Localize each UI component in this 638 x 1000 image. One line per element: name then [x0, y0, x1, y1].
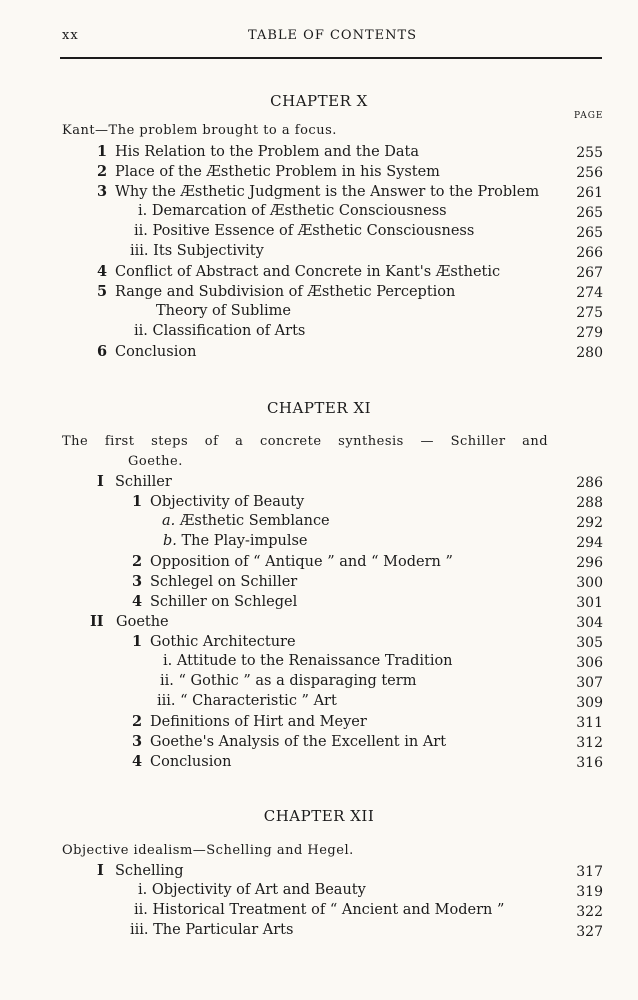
toc-entry	[134, 223, 474, 239]
toc-entry	[97, 143, 419, 160]
entry-number: ii.	[160, 673, 174, 689]
entry-title: Classification of Arts	[152, 323, 306, 339]
entry-number: iii.	[157, 693, 176, 709]
entry-title: Opposition of “ Antique ” and “ Modern ”	[150, 554, 453, 570]
toc-entry	[134, 902, 504, 918]
chapter-summary: The first steps of a concrete synthesis — Schiller and	[62, 434, 549, 449]
entry-number: 4	[97, 263, 108, 280]
entry-title: Positive Essence of Æsthetic Consciousness	[152, 223, 475, 239]
entry-page: 255	[576, 145, 603, 161]
entry-page: 265	[576, 225, 603, 241]
entry-number: i.	[138, 203, 148, 219]
entry-title: Schiller on Schlegel	[150, 594, 298, 610]
entry-number: 3	[132, 573, 143, 590]
entry-number: 6	[97, 343, 108, 360]
entry-page: 305	[576, 635, 603, 651]
entry-number: i.	[163, 653, 173, 669]
toc-entry	[132, 753, 231, 770]
toc-entry	[160, 673, 416, 689]
chapter-heading: CHAPTER XII	[263, 807, 375, 825]
toc-entry	[97, 163, 440, 180]
toc-entry	[97, 183, 539, 200]
entry-title: Historical Treatment of “ Ancient and Modern ”	[152, 902, 505, 918]
toc-entry	[132, 733, 446, 750]
toc-entry	[138, 882, 366, 898]
entry-number: a.	[162, 513, 176, 529]
entry-page: 292	[576, 515, 603, 531]
entry-page: 311	[576, 715, 603, 731]
toc-entry	[132, 593, 297, 610]
entry-number: I	[97, 862, 104, 879]
entry-title: Why the Æsthetic Judgment is the Answer to the Problem	[115, 184, 540, 200]
entry-title: Æsthetic Semblance	[179, 513, 330, 529]
toc-entry	[134, 323, 305, 339]
entry-number: 3	[97, 183, 108, 200]
toc-entry	[97, 263, 500, 280]
entry-page: 279	[576, 325, 603, 341]
entry-title: Conclusion	[150, 754, 232, 770]
toc-entry	[97, 862, 184, 879]
entry-page: 267	[576, 265, 603, 281]
entry-page: 294	[576, 535, 603, 551]
toc-entry	[157, 693, 337, 709]
entry-title: “ Gothic ” as a disparaging term	[178, 673, 417, 689]
entry-number: I	[97, 473, 104, 490]
entry-title: Range and Subdivision of Æsthetic Perception	[115, 284, 456, 300]
chapter-summary: Objective idealism—Schelling and Hegel.	[62, 843, 354, 858]
entry-page: 265	[576, 205, 603, 221]
entry-number: iii.	[130, 243, 149, 259]
entry-page: 274	[576, 285, 603, 301]
entry-page: 309	[576, 695, 603, 711]
page-column-label: PAGE	[574, 111, 604, 121]
entry-number: iii.	[130, 922, 149, 938]
entry-title: Demarcation of Æsthetic Consciousness	[151, 203, 447, 219]
entry-number: 3	[132, 733, 143, 750]
entry-title: His Relation to the Problem and the Data	[115, 144, 420, 160]
toc-entry	[132, 553, 453, 570]
entry-page: 300	[576, 575, 603, 591]
toc-entry	[130, 243, 264, 259]
entry-page: 301	[576, 595, 603, 611]
entry-page: 319	[576, 884, 603, 900]
toc-entry	[97, 473, 172, 490]
entry-number: 4	[132, 753, 143, 770]
chapter-heading: CHAPTER XI	[266, 399, 372, 417]
entry-title: Schiller	[115, 474, 172, 490]
entry-title: Its Subjectivity	[153, 243, 264, 259]
entry-number: II	[90, 613, 104, 630]
entry-title: Conclusion	[115, 344, 197, 360]
entry-page: 280	[576, 345, 603, 361]
toc-entry	[130, 922, 293, 938]
entry-page: 256	[576, 165, 603, 181]
entry-page: 304	[576, 615, 603, 631]
entry-title: Gothic Architecture	[150, 634, 296, 650]
entry-number: 1	[132, 633, 143, 650]
entry-number: 2	[97, 163, 108, 180]
entry-title: Place of the Æsthetic Problem in his System	[115, 164, 440, 180]
entry-page: 261	[576, 185, 603, 201]
toc-entry	[132, 573, 297, 590]
toc-entry	[132, 493, 304, 510]
entry-number: 1	[97, 143, 108, 160]
entry-page: 306	[576, 655, 603, 671]
entry-title: The Particular Arts	[153, 922, 294, 938]
entry-page: 286	[576, 475, 603, 491]
chapter-summary-continued: Goethe.	[128, 454, 183, 469]
entry-title: Conflict of Abstract and Concrete in Kant's Æsthetic	[115, 264, 501, 280]
chapter-heading: CHAPTER X	[270, 92, 368, 110]
entry-page: 322	[576, 904, 603, 920]
toc-entry	[162, 513, 330, 529]
entry-page: 316	[576, 755, 603, 771]
entry-number: 1	[132, 493, 143, 510]
toc-entry	[163, 533, 308, 549]
toc-entry	[90, 613, 169, 630]
entry-title: Schlegel on Schiller	[150, 574, 298, 590]
toc-entry	[97, 283, 455, 300]
entry-title: Goethe's Analysis of the Excellent in Art	[150, 734, 447, 750]
page-number: xx	[62, 28, 79, 43]
entry-title: “ Characteristic ” Art	[180, 693, 337, 709]
toc-entry	[132, 633, 296, 650]
entry-title: The Play-impulse	[181, 533, 308, 549]
entry-number: 2	[132, 553, 143, 570]
entry-page: 275	[576, 305, 603, 321]
entry-title: Definitions of Hirt and Meyer	[150, 714, 367, 730]
entry-page: 288	[576, 495, 603, 511]
entry-page: 312	[576, 735, 603, 751]
entry-page: 266	[576, 245, 603, 261]
entry-number: 4	[132, 593, 143, 610]
entry-page: 327	[576, 924, 603, 940]
entry-page: 317	[576, 864, 603, 880]
entry-title: Theory of Sublime	[156, 303, 291, 319]
toc-entry	[156, 303, 291, 319]
entry-title: Attitude to the Renaissance Tradition	[176, 653, 453, 669]
toc-entry	[132, 713, 367, 730]
entry-number: b.	[163, 533, 177, 549]
entry-number: 2	[132, 713, 143, 730]
entry-title: Schelling	[115, 863, 184, 879]
toc-entry	[138, 203, 447, 219]
header-rule	[60, 57, 602, 59]
entry-page: 307	[576, 675, 603, 691]
entry-page: 296	[576, 555, 603, 571]
entry-number: 5	[97, 283, 108, 300]
toc-entry	[97, 343, 196, 360]
toc-entry	[163, 653, 453, 669]
chapter-summary: Kant—The problem brought to a focus.	[62, 123, 337, 138]
entry-number: i.	[138, 882, 148, 898]
entry-number: ii.	[134, 902, 148, 918]
entry-title: Objectivity of Art and Beauty	[151, 882, 366, 898]
entry-title: Objectivity of Beauty	[150, 494, 305, 510]
entry-number: ii.	[134, 323, 148, 339]
running-header: TABLE OF CONTENTS	[248, 28, 418, 43]
entry-number: ii.	[134, 223, 148, 239]
entry-title: Goethe	[116, 614, 169, 630]
